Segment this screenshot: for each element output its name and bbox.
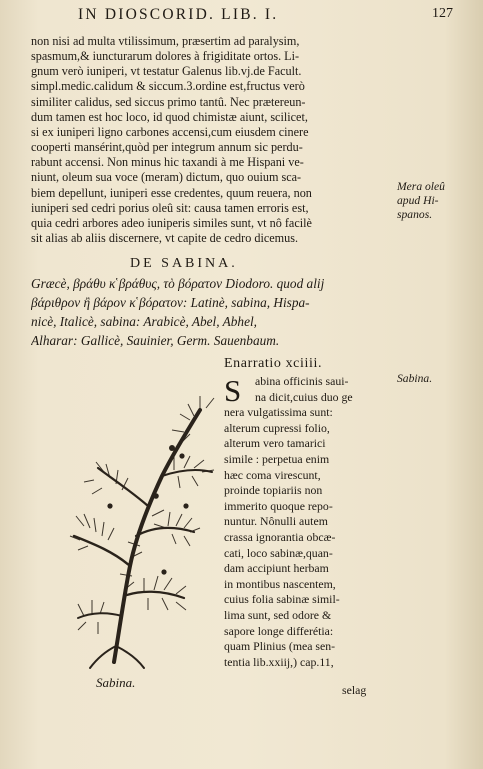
catchword: selag bbox=[342, 683, 367, 697]
text-line: similiter calidus, sed siccus primo tantû. Nec prætereun- bbox=[31, 94, 306, 109]
margin-note-line: apud Hi- bbox=[397, 194, 439, 207]
text-line: quia cedri arbores adeo iuniperis similes sunt, vt nô facilè bbox=[31, 215, 312, 230]
commentary-text bbox=[224, 374, 384, 670]
text-line: sit alias ab aliis discernere, vt capite de cedro dicemus. bbox=[31, 231, 299, 246]
commentary-line: simile : perpetua enim bbox=[224, 451, 330, 466]
synonym-line: Alharar: Gallicè, Sauinier, Germ. Sauenbaum. bbox=[31, 333, 280, 348]
section-heading: DE SABINA. bbox=[130, 256, 238, 271]
text-line: spasmum,& iuncturarum dolores à frigiditate ortos. Li- bbox=[31, 49, 300, 64]
synonym-line: nicè, Italicè, sabina: Arabicè, Abel, Abhel, bbox=[31, 314, 257, 329]
commentary-line: alterum vero tamarici bbox=[224, 436, 326, 451]
synonyms-block bbox=[31, 274, 391, 350]
commentary-line: tentia lib.xxiij,) cap.11, bbox=[224, 654, 334, 669]
commentary-line: abina officinis saui- bbox=[255, 374, 349, 388]
text-line: non nisi ad multa vtilissimum, præsertim ad paralysim, bbox=[31, 34, 300, 48]
illustration-caption: Sabina. bbox=[96, 675, 136, 690]
enarratio-heading: Enarratio xciiii. bbox=[224, 356, 323, 371]
running-head: IN DIOSCORID. LIB. I. bbox=[78, 6, 279, 23]
drop-cap: S bbox=[224, 373, 242, 408]
body-text bbox=[31, 34, 383, 246]
commentary-line: alterum cupressi folio, bbox=[224, 420, 330, 435]
commentary-line: nuntur. Nônulli autem bbox=[224, 514, 328, 529]
commentary-line: sapore longe differétia: bbox=[224, 623, 334, 638]
commentary-line: lima sunt, sed odore & bbox=[224, 607, 332, 622]
commentary-line: na dicit,cuius duo ge bbox=[255, 389, 353, 404]
commentary-line: hæc coma virescunt, bbox=[224, 467, 321, 482]
commentary-line: in montibus nascentem, bbox=[224, 576, 336, 591]
commentary-line: crassa ignorantia obcæ- bbox=[224, 529, 336, 544]
synonym-line: Græcè, βράθυ κ̔ βράθυς, τὸ βόρατον Diodoro. quod alij bbox=[31, 276, 325, 291]
text-line: rabunt accensi. Non minus hic taxandi à me Hispani ve- bbox=[31, 155, 304, 170]
commentary-line: cuius folia sabinæ simil- bbox=[224, 592, 340, 607]
synonym-line: βάριθρον ἢ βάρον κ̔ βόρατον: Latinè, sabina, Hispa- bbox=[31, 295, 310, 310]
margin-note-sabina: Sabina. bbox=[397, 372, 433, 385]
commentary-line: nera vulgatissima sunt: bbox=[224, 405, 333, 420]
text-line: cooperti mansérint,quòd per integrum annum sic perdu- bbox=[31, 140, 303, 155]
commentary-line: cati, loco sabinæ,quan- bbox=[224, 545, 333, 560]
text-line: iuniperi sed cedri porius oleû sit: causa tamen erroris est, bbox=[31, 200, 309, 215]
margin-note-line: spanos. bbox=[397, 208, 433, 221]
margin-note-line: Mera oleû bbox=[397, 180, 445, 193]
commentary-line: dam accipiunt herbam bbox=[224, 561, 329, 576]
text-line: biem depellunt, iuniperi esse credentes, quum reuera, non bbox=[31, 185, 312, 200]
commentary-line: proinde topiariis non bbox=[224, 483, 323, 498]
margin-note-mera bbox=[397, 180, 469, 222]
page-number: 127 bbox=[432, 6, 453, 21]
sabina-woodcut-illustration bbox=[44, 376, 224, 676]
text-line: simpl.medic.calidum & siccum.3.ordine est,fructus verò bbox=[31, 79, 305, 94]
text-line: niunt, oleum sua voce (meram) dictum, quo ouium sca- bbox=[31, 170, 302, 185]
commentary-line: immerito quoque repo- bbox=[224, 498, 333, 513]
text-line: dum tamen est hoc loco, id quod chimistæ aiunt, scilicet, bbox=[31, 109, 308, 124]
commentary-line: quam Plinius (mea sen- bbox=[224, 639, 336, 654]
text-line: gnum verò iuniperi, vt testatur Galenus lib.vj.de Facult. bbox=[31, 64, 302, 79]
text-line: si ex iuniperi ligno carbones accensi,cum eiusdem cinere bbox=[31, 124, 309, 139]
